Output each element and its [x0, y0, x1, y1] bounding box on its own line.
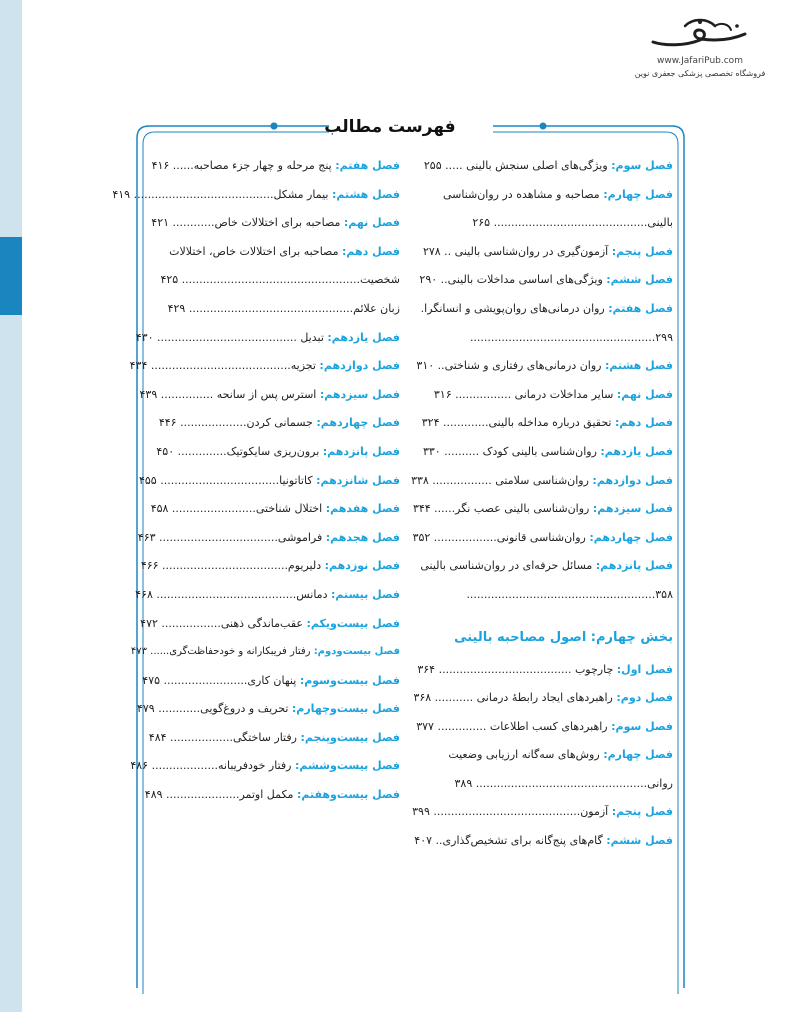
toc-entry[interactable] — [418, 409, 673, 438]
chapter-title: راهبردهای کسب اطلاعات .............. ۳۷۷ — [416, 719, 612, 733]
chapter-label: فصل ششم: — [606, 834, 673, 848]
toc-entry[interactable] — [135, 324, 400, 353]
toc-entry[interactable] — [146, 209, 400, 238]
chapter-title: روان درمانی‌های رفتاری و شناختی.. ۳۱۰ — [416, 359, 605, 373]
toc-entry[interactable] — [418, 656, 673, 685]
toc-entry[interactable] — [418, 713, 673, 742]
side-color-strip — [0, 0, 22, 1012]
toc-entry[interactable] — [140, 552, 400, 581]
chapter-title: آزمون‌گیری در روان‌شناسی بالینی .. ۲۷۸ — [422, 244, 612, 258]
chapter-label: فصل بیست‌وچهارم: — [291, 702, 400, 716]
chapter-label: فصل سیزدهم: — [319, 387, 400, 401]
toc-entry[interactable] — [412, 798, 673, 827]
chapter-label: فصل پنجم: — [611, 805, 673, 819]
toc-entry[interactable] — [130, 752, 400, 781]
chapter-label: فصل ششم: — [606, 273, 673, 287]
chapter-label: فصل نهم: — [343, 216, 400, 230]
chapter-label: فصل دوازدهم: — [319, 359, 400, 373]
chapter-label: فصل یازدهم: — [600, 444, 673, 458]
toc-entry[interactable] — [414, 827, 673, 856]
chapter-label: فصل پانزدهم: — [322, 444, 400, 458]
chapter-title: کاتاتونیا.................................. ۴۵۵ — [138, 473, 317, 487]
toc-entry[interactable] — [418, 152, 673, 181]
chapter-title: روان‌شناسی قانونی.................. ۳۵۲ — [412, 530, 590, 544]
chapter-label: فصل چهارم: — [603, 187, 673, 201]
chapter-label: فصل نهم: — [616, 387, 673, 401]
chapter-label: فصل دوم: — [616, 691, 673, 705]
chapter-title: رفتار فریبکارانه و خودحفاظت‌گری...... ۴۷۳ — [130, 646, 314, 658]
toc-entry[interactable] — [412, 495, 673, 524]
chapter-label: فصل بیست‌وششم: — [294, 759, 400, 773]
chapter-title: زبان علائم............................................... ۴۲۹ — [167, 301, 400, 315]
toc-entry[interactable] — [418, 381, 673, 410]
chapter-label: فصل هفتم: — [335, 159, 400, 172]
chapter-label: فصل دوازدهم: — [592, 473, 673, 487]
toc-entry[interactable] — [136, 695, 400, 724]
toc-entry[interactable] — [135, 581, 400, 610]
chapter-title: برون‌ریزی سایکوتیک.............. ۴۵۰ — [156, 444, 323, 458]
chapter-title: تحریف و دروغ‌گویی............ ۴۷۹ — [136, 702, 292, 716]
chapter-label: فصل بیست‌وهفتم: — [296, 788, 400, 802]
toc-entry[interactable] — [418, 741, 673, 798]
chapter-title: روش‌های سه‌گانه ارزیابی وضعیت روانی................................................. ۳۸۹ — [448, 748, 673, 790]
toc-entry[interactable] — [418, 438, 673, 467]
chapter-title: مصاحبه و مشاهده در روان‌شناسی بالینی............................................ ۲۶۵ — [442, 187, 673, 230]
publisher-logo — [620, 12, 780, 97]
chapter-title: مصاحبه برای اختلالات خاص............ ۴۲۱ — [151, 216, 344, 230]
toc-entry[interactable] — [146, 238, 400, 295]
chapter-title: گام‌های پنج‌گانه برای تشخیص‌گذاری.. ۴۰۷ — [414, 834, 607, 848]
right-toc-column — [411, 152, 673, 856]
chapter-title: روان‌شناسی بالینی عصب نگر...... ۳۴۴ — [412, 502, 593, 516]
chapter-label: فصل دهم: — [615, 416, 673, 430]
side-section-tab — [0, 237, 22, 315]
chapter-label: فصل هشتم: — [604, 359, 673, 373]
chapter-title: جسمانی کردن................... ۴۴۶ — [158, 416, 317, 430]
chapter-title: ویژگی‌های اصلی سنجش بالینی ..... ۲۵۵ — [423, 159, 612, 172]
chapter-title: راهبردهای ایجاد رابطهٔ درمانی ........... ۳۶۸ — [413, 691, 617, 705]
toc-entry[interactable] — [146, 438, 400, 467]
chapter-title: دمانس........................................ ۴۶۸ — [135, 587, 331, 601]
chapter-label: فصل دهم: — [342, 244, 400, 258]
toc-entry[interactable] — [146, 495, 400, 524]
chapter-title: مسائل حرفه‌ای در روان‌شناسی بالینی ۳۵۸...................................................... — [420, 559, 673, 601]
chapter-title: رفتار ساختگی.................. ۴۸۴ — [148, 730, 301, 744]
toc-entry[interactable] — [418, 181, 673, 238]
chapter-label: فصل چهارم: — [603, 748, 673, 762]
chapter-label: فصل هجدهم: — [325, 530, 400, 544]
left-toc-column — [112, 152, 400, 810]
toc-entry[interactable] — [146, 152, 400, 181]
chapter-title: اختلال شناختی........................ ۴۵۸ — [150, 502, 326, 516]
chapter-title: روان‌شناسی سلامتی ................. ۳۳۸ — [411, 473, 593, 487]
chapter-label: فصل هفدهم: — [325, 502, 400, 516]
chapter-label: فصل هفتم: — [608, 301, 673, 315]
chapter-title: رفتار خودفریبانه................... ۴۸۶ — [130, 759, 295, 773]
chapter-title: دلیریوم.................................... ۴۶۶ — [140, 559, 325, 573]
chapter-label: فصل بیستم: — [330, 587, 400, 601]
chapter-title: روان‌شناسی بالینی کودک .......... ۳۳۰ — [422, 444, 601, 458]
chapter-title: روان درمانی‌های روان‌پویشی و انسانگرا. ۲۹۹..................................................... — [420, 301, 673, 344]
toc-entry[interactable] — [146, 409, 400, 438]
chapter-title: فراموشی.................................. ۴۶۳ — [137, 530, 326, 544]
chapter-label: فصل پانزدهم: — [595, 559, 673, 573]
chapter-title: تبدیل ........................................ ۴۳۰ — [135, 330, 328, 344]
chapter-title: پنهان کاری........................ ۴۷۵ — [142, 673, 300, 687]
toc-entry[interactable] — [129, 352, 400, 381]
chapter-title: عقب‌ماندگی ذهنی................. ۴۷۲ — [140, 616, 307, 630]
chapter-label: فصل پنجم: — [611, 244, 673, 258]
toc-entry[interactable] — [413, 684, 673, 713]
toc-entry[interactable] — [146, 295, 400, 324]
chapter-title: چارچوب ...................................... ۳۶۴ — [417, 662, 617, 676]
chapter-label: فصل بیست‌ودوم: — [313, 646, 400, 658]
section-heading: بخش چهارم: اصول مصاحبه بالینی — [454, 629, 673, 645]
toc-entry[interactable] — [146, 724, 400, 753]
chapter-label: فصل نوزدهم: — [324, 559, 400, 573]
toc-entry[interactable] — [146, 781, 400, 810]
toc-entry[interactable] — [418, 552, 673, 609]
page-title: فهرست مطالب — [324, 117, 456, 137]
chapter-label: فصل هشتم: — [331, 187, 400, 201]
toc-entry[interactable] — [418, 352, 673, 381]
chapter-label: فصل سوم: — [611, 719, 673, 733]
logo-calligraphy-icon — [645, 12, 755, 54]
chapter-title: پنج مرحله و چهار جزء مصاحبه...... ۴۱۶ — [151, 159, 336, 172]
toc-entry[interactable] — [130, 638, 400, 667]
toc-entry[interactable] — [418, 238, 673, 267]
chapter-label: فصل یازدهم: — [327, 330, 400, 344]
chapter-label: فصل بیست‌وپنجم: — [300, 730, 400, 744]
toc-entry[interactable] — [142, 667, 400, 696]
chapter-title: سایر مداخلات درمانی ................ ۳۱۶ — [433, 387, 617, 401]
toc-entry[interactable] — [418, 266, 673, 295]
chapter-label: فصل بیست‌وسوم: — [299, 673, 400, 687]
chapter-title: مصاحبه برای اختلالات خاص، اختلالات شخصیت................................................... ۴۲۵ — [160, 244, 400, 287]
toc-entry[interactable] — [137, 524, 400, 553]
chapter-label: فصل سوم: — [611, 159, 673, 172]
toc-entry[interactable] — [139, 381, 400, 410]
chapter-title: تحقیق درباره مداخله بالینی............. ۳۲۴ — [421, 416, 615, 430]
toc-entry[interactable] — [138, 467, 400, 496]
chapter-title: آزمون.......................................... ۳۹۹ — [412, 805, 612, 819]
toc-entry[interactable] — [412, 524, 673, 553]
chapter-label: فصل چهاردهم: — [316, 416, 400, 430]
chapter-label: فصل بیست‌ویکم: — [306, 616, 400, 630]
chapter-title: مکمل اوتمر..................... ۴۸۹ — [144, 788, 297, 802]
chapter-title: ویژگی‌های اساسی مداخلات بالینی.. ۲۹۰ — [419, 273, 607, 287]
chapter-title: بیمار مشکل........................................ ۴۱۹ — [112, 187, 332, 201]
toc-entry[interactable] — [140, 610, 400, 639]
chapter-label: فصل اول: — [616, 662, 673, 676]
chapter-label: فصل چهاردهم: — [589, 530, 673, 544]
toc-entry[interactable] — [112, 181, 400, 210]
chapter-label: فصل شانزدهم: — [316, 473, 400, 487]
chapter-label: فصل سیزدهم: — [592, 502, 673, 516]
toc-entry[interactable] — [411, 467, 673, 496]
logo-store-name: فروشگاه تخصصی پزشکی جعفری نوین — [634, 69, 766, 78]
toc-entry[interactable] — [418, 295, 673, 352]
chapter-title: استرس پس از سانحه ............... ۴۳۹ — [139, 387, 320, 401]
chapter-title: تجزیه........................................ ۴۳۴ — [129, 359, 320, 373]
logo-website: www.JafariPub.com — [657, 56, 743, 66]
